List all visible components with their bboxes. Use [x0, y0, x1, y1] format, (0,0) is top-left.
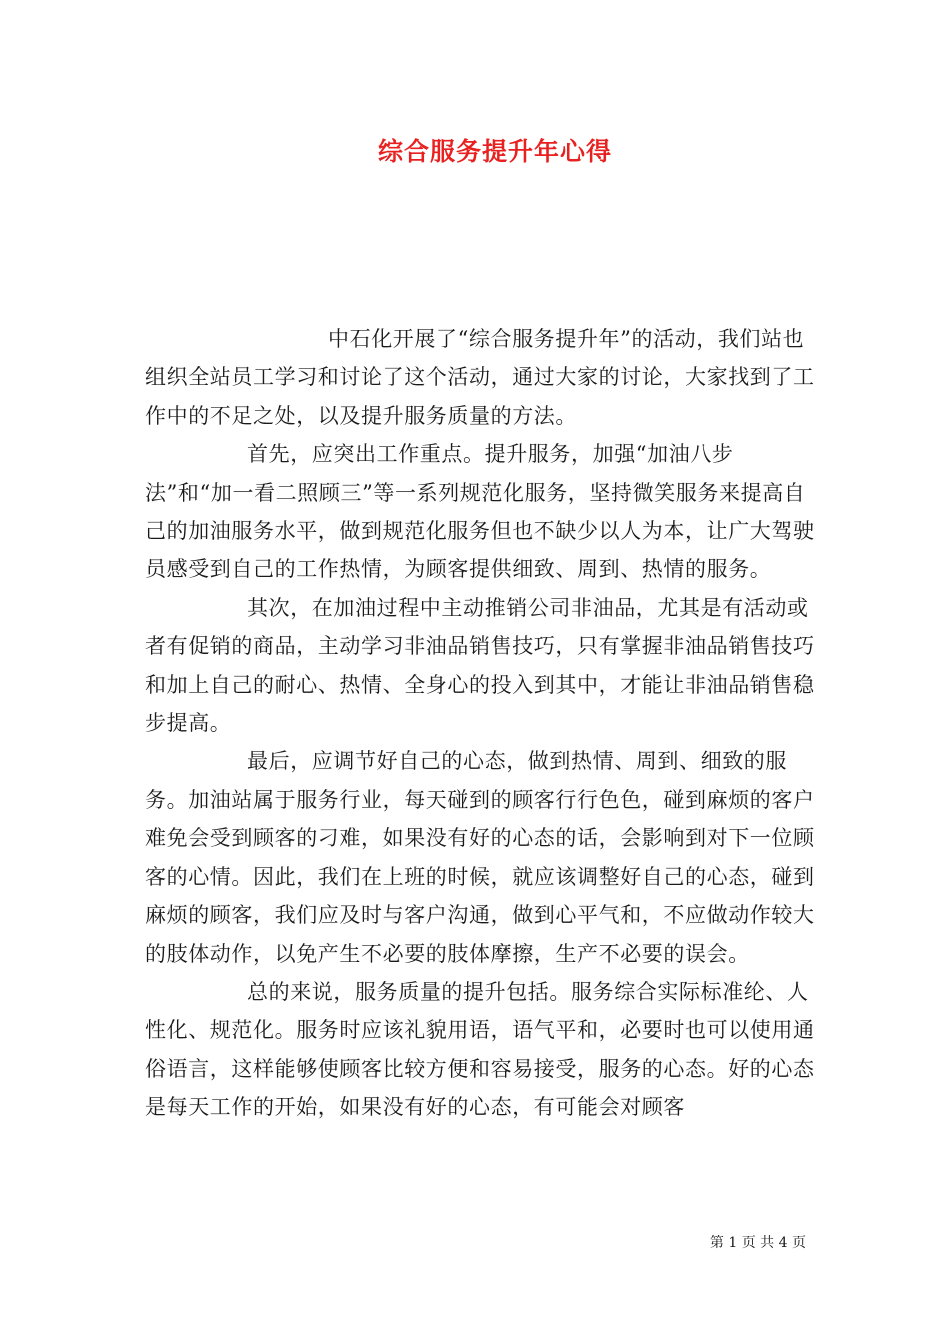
- page-number: 第 1 页 共 4 页: [709, 1235, 806, 1251]
- paragraph: 最后，应调节好自己的心态，做到热情、周到、细致的服务。加油站属于服务行业，每天碰到的顾客行行色色，碰到麻烦的客户难免会受到顾客的刁难，如果没有好的心态的话，会影响到对下一位顾客的心情。因此，我们在上班的时候，就应该调整好自己的心态，碰到麻烦的顾客，我们应及时与客户沟通，做到心平气和，不应做动作较大的肢体动作，以免产生不必要的肢体摩擦，生产不必要的误会。: [145, 749, 815, 966]
- paragraph: 首先，应突出工作重点。提升服务，加强“加油八步法”和“加一看二照顾三”等一系列规范化服务，坚持微笑服务来提高自己的加油服务水平，做到规范化服务但也不缺少以人为本，让广大驾驶员感受到自己的工作热情，为顾客提供细致、周到、热情的服务。: [145, 442, 815, 582]
- paragraph: 其次，在加油过程中主动推销公司非油品，尤其是有活动或者有促销的商品，主动学习非油品销售技巧，只有掌握非油品销售技巧和加上自己的耐心、热情、全身心的投入到其中，才能让非油品销售稳步提高。: [145, 595, 815, 736]
- document-title: 综合服务提升年心得: [377, 137, 612, 166]
- document-body: [145, 320, 815, 1127]
- paragraph: 中石化开展了“综合服务提升年”的活动，我们站也组织全站员工学习和讨论了这个活动，通过大家的讨论，大家找到了工作中的不足之处，以及提升服务质量的方法。: [145, 327, 815, 428]
- paragraph: 总的来说，服务质量的提升包括。服务综合实际标准纶、人性化、规范化。服务时应该礼貌用语，语气平和，必要时也可以使用通俗语言，这样能够使顾客比较方便和容易接受，服务的心态。好的心态是每天工作的开始，如果没有好的心态，有可能会对顾客: [145, 979, 815, 1120]
